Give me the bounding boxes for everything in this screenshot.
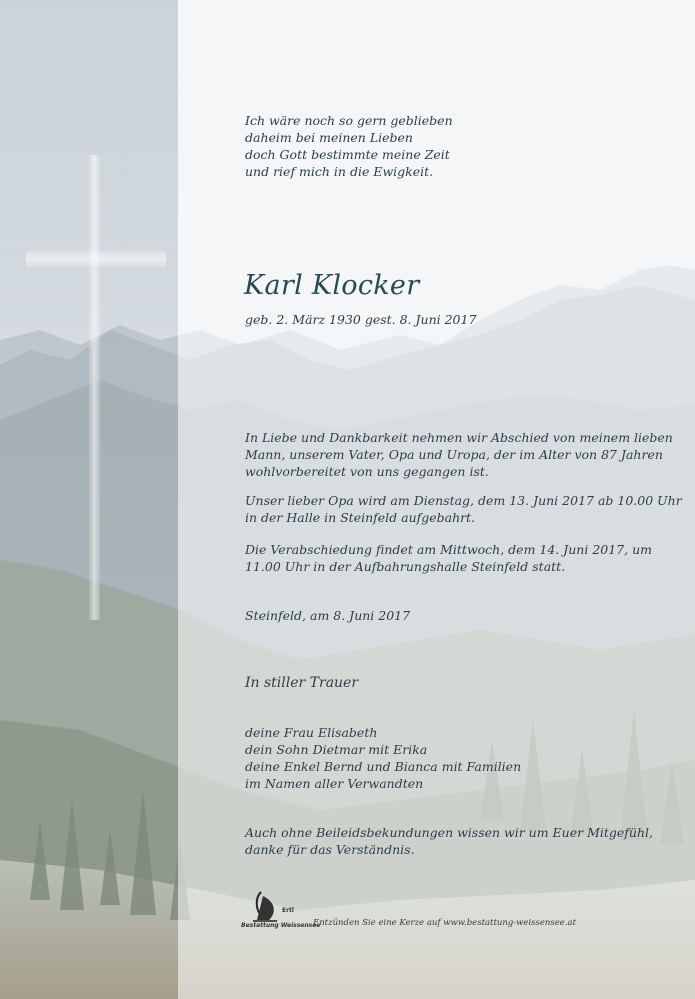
trauer-heading: In stiller Trauer: [245, 675, 359, 691]
mourner-line: im Namen aller Verwandten: [245, 776, 424, 791]
poem-line: und rief mich in die Ewigkeit.: [245, 164, 434, 179]
paragraph-line: Die Verabschiedung findet am Mittwoch, dem 14. Juni 2017, um: [245, 542, 652, 557]
closing-note: [245, 824, 653, 858]
closing-line: Auch ohne Beileidsbekundungen wissen wir um Euer Mitgefühl,: [245, 825, 654, 840]
poem-line: daheim bei meinen Lieben: [245, 130, 413, 145]
birth-death-dates: geb. 2. März 1930 gest. 8. Juni 2017: [245, 312, 477, 327]
viewing-paragraph: [245, 492, 682, 526]
farewell-paragraph: [245, 541, 652, 575]
mourner-line: deine Enkel Bernd und Bianca mit Familien: [245, 759, 522, 774]
announcement-paragraph: [245, 429, 673, 480]
paragraph-line: Mann, unserem Vater, Opa und Uropa, der im Alter von 87 Jahren: [245, 447, 663, 462]
mourner-line: deine Frau Elisabeth: [245, 725, 378, 740]
paragraph-line: wohlvorbereitet von uns gegangen ist.: [245, 464, 489, 479]
place-date: Steinfeld, am 8. Juni 2017: [245, 608, 411, 623]
paragraph-line: In Liebe und Dankbarkeit nehmen wir Abschied von meinem lieben: [245, 430, 673, 445]
closing-line: danke für das Verständnis.: [245, 842, 415, 857]
paragraph-line: Unser lieber Opa wird am Dienstag, dem 13. Juni 2017 ab 10.00 Uhr: [245, 493, 682, 508]
logo-abbrev: Ertl: [282, 907, 294, 914]
poem-line: Ich wäre noch so gern geblieben: [245, 113, 453, 128]
logo-text: Bestattung Weissensee: [241, 922, 321, 929]
mourner-line: dein Sohn Dietmar mit Erika: [245, 742, 428, 757]
paragraph-line: in der Halle in Steinfeld aufgebahrt.: [245, 510, 476, 525]
poem: [245, 112, 453, 180]
paragraph-line: 11.00 Uhr in der Aufbahrungshalle Steinfeld statt.: [245, 559, 566, 574]
candle-website-note: Entzünden Sie eine Kerze auf www.bestattung-weissensee.at: [313, 918, 577, 928]
poem-line: doch Gott bestimmte meine Zeit: [245, 147, 450, 162]
mourners-list: [245, 724, 521, 792]
deceased-name: Karl Klocker: [244, 270, 420, 301]
